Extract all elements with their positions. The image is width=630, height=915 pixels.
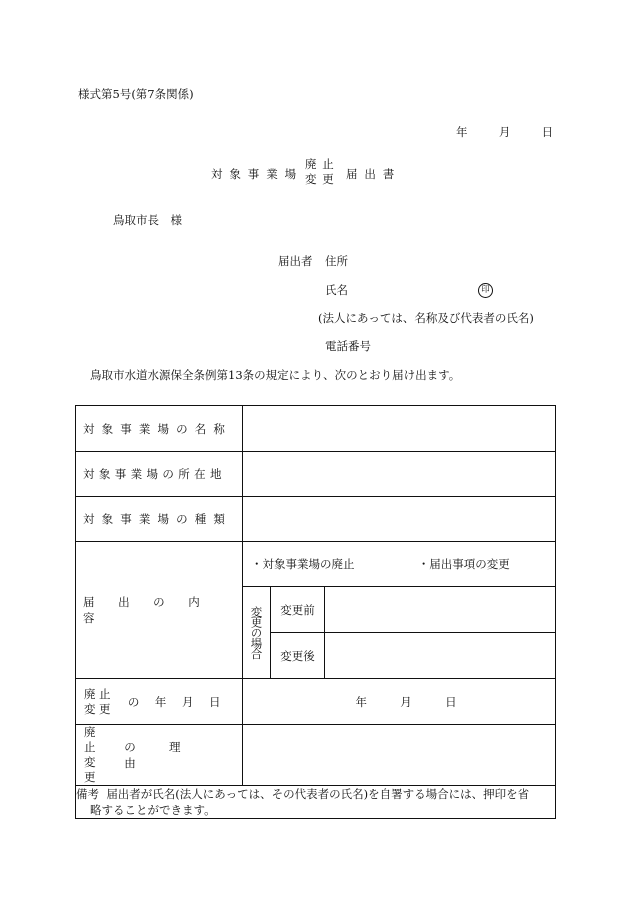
table-row xyxy=(76,786,556,819)
addressee: 鳥取市長 様 xyxy=(113,213,182,227)
title-options xyxy=(305,157,340,187)
reason-input-cell[interactable] xyxy=(243,725,556,786)
content-options-cell xyxy=(243,542,556,587)
table-date-month: 月 xyxy=(400,694,412,709)
row-label-type: 対象事業場の種類 xyxy=(83,512,233,526)
table-date-day: 日 xyxy=(445,694,457,709)
date-line xyxy=(456,124,553,140)
seal-icon: 印 xyxy=(478,283,493,298)
date-day-label: 日 xyxy=(541,125,554,139)
title-suffix: 届出書 xyxy=(346,167,402,181)
table-row xyxy=(76,497,556,542)
change-case-label: 変更の場合 xyxy=(249,606,264,659)
form-number: 様式第5号(第7条関係) xyxy=(78,87,194,101)
intro-text: 鳥取市水道水源保全条例第13条の規定により、次のとおり届け出ます。 xyxy=(90,368,461,382)
type-input-cell[interactable] xyxy=(243,497,556,542)
title-prefix: 対象事業場 xyxy=(211,167,303,181)
abolish-word: 廃止 xyxy=(84,686,114,701)
corporate-note: (法人にあっては、名称及び代表者の氏名) xyxy=(318,311,534,325)
row-label-name: 対象事業場の名称 xyxy=(83,421,233,436)
row-label-content: 届出の内容 xyxy=(83,595,224,625)
table-row xyxy=(76,679,556,725)
title-option-abolish: 廃止 xyxy=(305,157,340,171)
before-change-input-cell[interactable] xyxy=(325,587,556,633)
table-row xyxy=(76,452,556,497)
row-label-location: 対象事業場の所在地 xyxy=(83,467,226,481)
document-title xyxy=(0,157,630,191)
table-row xyxy=(76,406,556,452)
date-month-label: 月 xyxy=(498,125,511,139)
date-row-tail: の年月日 xyxy=(127,694,237,709)
date-input-cell[interactable] xyxy=(243,679,556,725)
remarks-line2: 略することができます。 xyxy=(90,803,216,817)
name-label: 氏名 xyxy=(325,283,348,297)
notification-table xyxy=(75,405,556,819)
title-option-change: 変更 xyxy=(305,172,340,186)
name-input-cell[interactable] xyxy=(243,406,556,452)
after-change-input-cell[interactable] xyxy=(325,633,556,679)
address-label: 住所 xyxy=(325,254,348,268)
after-change-label: 変更後 xyxy=(271,633,325,679)
table-date-year: 年 xyxy=(355,694,367,709)
before-change-label: 変更前 xyxy=(271,587,325,633)
option-change[interactable]: ・届出事項の変更 xyxy=(417,557,510,571)
change-word: 変更 xyxy=(84,701,114,716)
phone-label: 電話番号 xyxy=(325,339,371,353)
abolish-word: 廃止 xyxy=(84,725,99,754)
reason-row-tail: の理由 xyxy=(124,740,214,770)
date-year-label: 年 xyxy=(456,125,468,139)
change-word: 変更 xyxy=(84,755,99,784)
table-row xyxy=(76,542,556,587)
option-abolish[interactable]: ・対象事業場の廃止 xyxy=(251,557,355,571)
table-row xyxy=(76,725,556,786)
remarks-label: 備考 xyxy=(76,787,99,801)
location-input-cell[interactable] xyxy=(243,452,556,497)
applicant-label: 届出者 xyxy=(278,254,313,268)
remarks-line1: 届出者が氏名(法人にあっては、その代表者の氏名)を自署する場合には、押印を省 xyxy=(106,787,530,801)
remarks xyxy=(76,786,556,819)
